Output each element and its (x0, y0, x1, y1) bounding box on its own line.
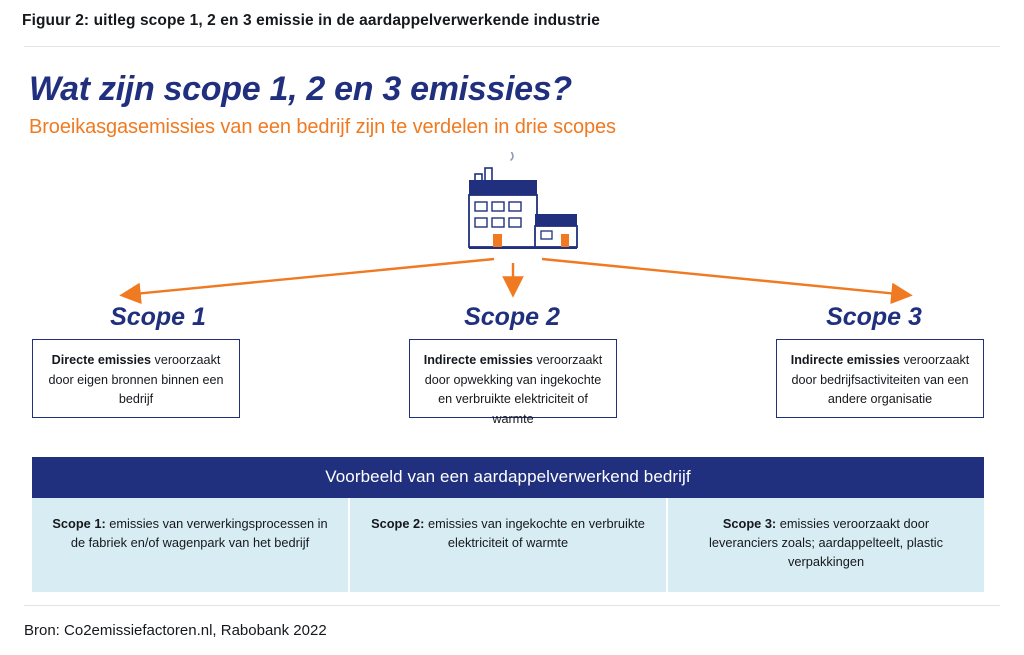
example-column-2-body: emissies van ingekochte en verbruikte elektriciteit of warmte (424, 516, 645, 551)
scope-2-body: veroorzaakt door opwekking van ingekochte en verbruikte elektriciteit of warmte (424, 353, 603, 426)
example-column-scope-1 (32, 498, 348, 592)
figure-source: Bron: Co2emissiefactoren.nl, Rabobank 2022 (24, 622, 327, 639)
example-column-3-lead: Scope 3: (722, 516, 777, 531)
example-block (32, 457, 984, 592)
scope-2-lead: Indirecte emissies (423, 353, 533, 367)
scope-1-heading: Scope 1 (110, 303, 206, 331)
scope-1-body: veroorzaakt door eigen bronnen binnen een bedrijf (48, 353, 224, 407)
scope-2-heading: Scope 2 (464, 303, 560, 331)
arrow-to-scope-3 (542, 259, 908, 295)
example-columns (32, 498, 984, 592)
scope-3-heading: Scope 3 (826, 303, 922, 331)
example-column-scope-3 (666, 498, 984, 592)
scope-2-box (409, 339, 617, 426)
arrow-to-scope-1 (124, 259, 494, 295)
example-column-2-lead: Scope 2: (371, 516, 425, 531)
example-column-scope-2 (348, 498, 666, 592)
figure-title: Wat zijn scope 1, 2 en 3 emissies? (29, 70, 572, 108)
scope-1-lead: Directe emissies (51, 353, 152, 367)
scope-3-body: veroorzaakt door bedrijfsactiviteiten van een andere organisatie (791, 353, 970, 407)
example-column-3-body: emissies veroorzaakt door leveranciers zoals; aardappelteelt, plastic verpakkingen (708, 516, 944, 570)
example-column-1-lead: Scope 1: (52, 516, 106, 531)
scope-3-lead: Indirecte emissies (790, 353, 900, 367)
example-header: Voorbeeld van een aardappelverwerkend bedrijf (32, 457, 984, 498)
figure-panel (24, 46, 1000, 606)
figure-subtitle: Broeikasgasemissies van een bedrijf zijn te verdelen in drie scopes (29, 116, 616, 138)
figure-caption: Figuur 2: uitleg scope 1, 2 en 3 emissie in de aardappelverwerkende industrie (22, 12, 600, 29)
scope-3-box (776, 339, 984, 418)
scope-1-box (32, 339, 240, 418)
example-column-1-body: emissies van verwerkingsprocessen in de fabriek en/of wagenpark van het bedrijf (70, 516, 328, 551)
